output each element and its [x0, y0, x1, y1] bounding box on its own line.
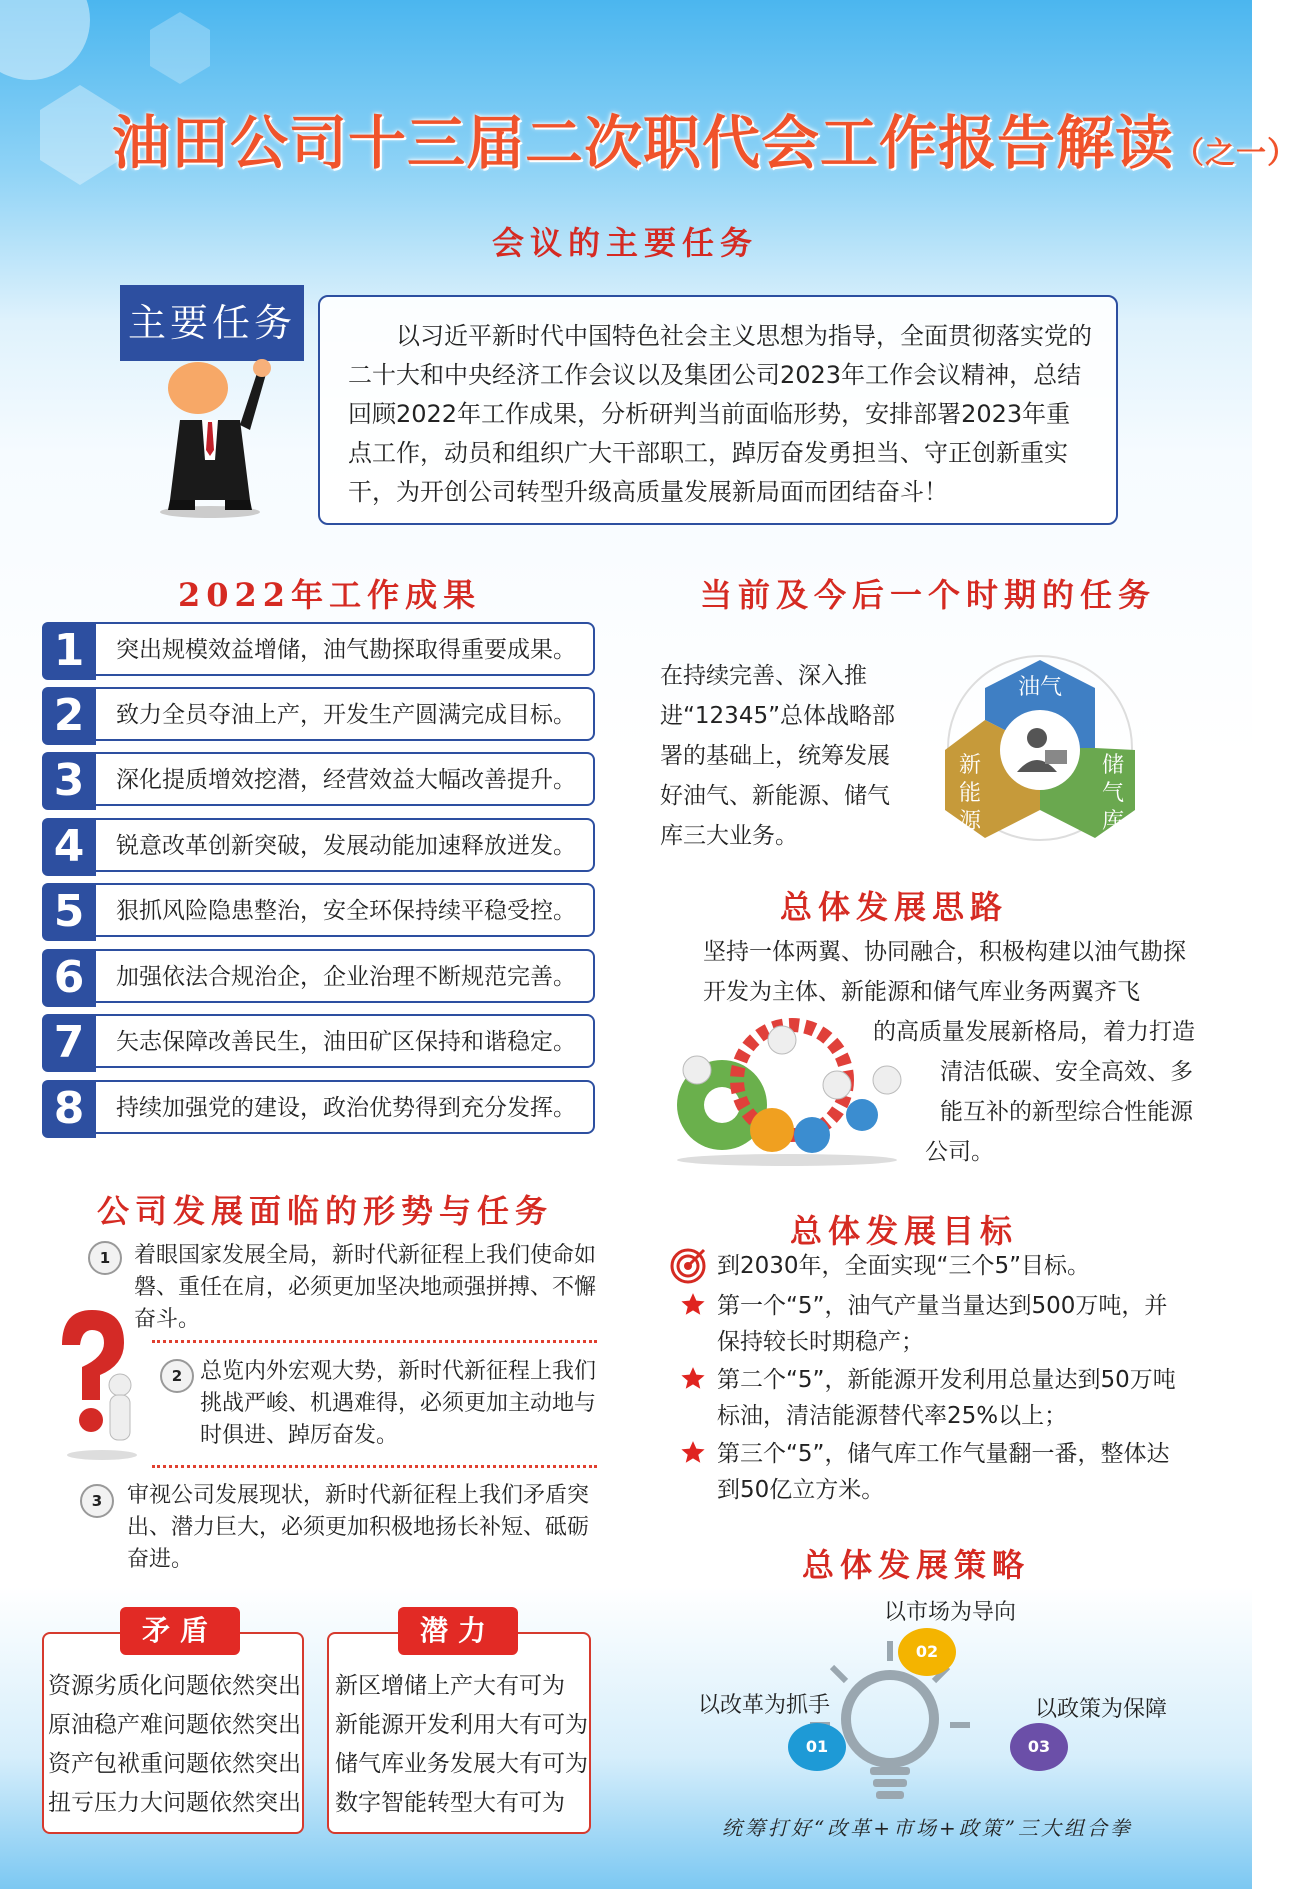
achievement-item-8 — [42, 1080, 595, 1138]
situation-item-2: 总览内外宏观大势，新时代新征程上我们挑战严峻、机遇难得，必须更加主动地与时俱进、踔厉奋发。 — [200, 1359, 597, 1448]
achievement-number: 8 — [42, 1080, 96, 1138]
potential-line-4: 数字智能转型大有可为 — [335, 1790, 565, 1816]
strategy-section-title: 总体发展策略 — [802, 1546, 1031, 1584]
achievement-item-3 — [42, 752, 595, 810]
achievement-number: 4 — [42, 818, 96, 876]
achievement-text: 持续加强党的建设，政治优势得到充分发挥。 — [96, 1080, 595, 1134]
tasks-section-title: 当前及今后一个时期的任务 — [700, 576, 1157, 614]
strategy-label-02: 以市场为导向 — [884, 1600, 1017, 1625]
strategy-label-03: 以政策为保障 — [1035, 1697, 1168, 1722]
achievement-item-2 — [42, 687, 595, 745]
contradiction-line-4: 扭亏压力大问题依然突出 — [48, 1790, 301, 1816]
goal-item-1: 到2030年，全面实现“三个5”目标。 — [717, 1253, 1090, 1279]
potential-line-1: 新区增储上产大有可为 — [335, 1673, 565, 1699]
achievement-item-5 — [42, 883, 595, 941]
contradiction-line-1: 资源劣质化问题依然突出 — [48, 1673, 301, 1699]
hex-label-new-energy-text: 新能源 — [958, 753, 981, 834]
strategy-bubble-03: 03 — [1010, 1723, 1068, 1771]
situation-number-2: 2 — [160, 1359, 194, 1393]
goal-item-3: 第二个“5”，新能源开发利用总量达到50万吨标油，清洁能源替代率25%以上； — [717, 1367, 1176, 1429]
achievement-number: 5 — [42, 883, 96, 941]
tasks-text: 在持续完善、深入推进“12345”总体战略部署的基础上，统筹发展好油气、新能源、储气库三大业务。 — [660, 663, 895, 849]
contradiction-line-2: 原油稳产难问题依然突出 — [48, 1712, 301, 1738]
achievement-text: 锐意改革创新突破，发展动能加速释放迸发。 — [96, 818, 595, 872]
thinking-line-6: 公司。 — [925, 1139, 994, 1165]
page-title: 油田公司十三届二次职代会工作报告解读（之一） — [112, 109, 1298, 177]
hex-label-oilgas: 油气 — [1017, 675, 1063, 700]
achievement-text: 狠抓风险隐患整治，安全环保持续平稳受控。 — [96, 883, 595, 937]
potential-line-2: 新能源开发利用大有可为 — [335, 1712, 588, 1738]
thinking-line-4: 清洁低碳、安全高效、多 — [940, 1059, 1193, 1085]
potential-line-3: 储气库业务发展大有可为 — [335, 1751, 588, 1777]
goal-item-4: 第三个“5”，储气库工作气量翻一番，整体达到50亿立方米。 — [717, 1441, 1170, 1503]
goal-item-2: 第一个“5”，油气产量当量达到500万吨，并保持较长时期稳产； — [717, 1293, 1168, 1355]
thinking-line-1: 坚持一体两翼、协同融合，积极构建以油气勘探 — [703, 939, 1186, 965]
strategy-slogan: 统筹打好“改革+市场+政策”三大组合拳 — [722, 1816, 1133, 1840]
achievement-item-6 — [42, 949, 595, 1007]
hex-label-storage-text: 储气库 — [1101, 753, 1124, 834]
thinking-line-5: 能互补的新型综合性能源 — [940, 1099, 1193, 1125]
strategy-bubble-01: 01 — [788, 1723, 846, 1771]
achievement-number: 1 — [42, 622, 96, 680]
achievement-number: 2 — [42, 687, 96, 745]
strategy-label-01: 以改革为抓手 — [698, 1693, 831, 1718]
achievement-item-7 — [42, 1014, 595, 1072]
contradiction-line-3: 资产包袱重问题依然突出 — [48, 1751, 301, 1777]
achievement-number: 7 — [42, 1014, 96, 1072]
strategy-bubble-02: 02 — [898, 1628, 956, 1676]
achievement-text: 矢志保障改善民生，油田矿区保持和谐稳定。 — [96, 1014, 595, 1068]
main-task-text: 以习近平新时代中国特色社会主义思想为指导，全面贯彻落实党的二十大和中央经济工作会议以及集团公司2023年工作会议精神，总结回顾2022年工作成果，分析研判当前面临形势，安排部署2023年重点工作，动员和组织广大干部职工，踔厉奋发勇担当、守正创新重实干，为开创公司转型升级高质量发展新局面而团结奋斗！ — [318, 295, 1118, 525]
contradiction-title: 矛盾 — [120, 1607, 240, 1655]
situation-number-1: 1 — [88, 1241, 122, 1275]
potential-title: 潜力 — [398, 1607, 518, 1655]
achievement-text: 加强依法合规治企，企业治理不断规范完善。 — [96, 949, 595, 1003]
potential-box — [327, 1632, 591, 1834]
businessman-icon — [140, 350, 280, 520]
achievement-number: 6 — [42, 949, 96, 1007]
star-icon — [680, 1292, 706, 1318]
contradiction-box — [42, 1632, 304, 1834]
achievement-item-4 — [42, 818, 595, 876]
goals-section-title: 总体发展目标 — [790, 1212, 1019, 1250]
achievement-item-1 — [42, 622, 595, 680]
divider — [152, 1340, 597, 1343]
divider — [152, 1465, 597, 1468]
main-task-label: 主要任务 — [120, 285, 304, 361]
situation-section-title: 公司发展面临的形势与任务 — [97, 1192, 554, 1230]
achievement-text: 突出规模效益增储，油气勘探取得重要成果。 — [96, 622, 595, 676]
situation-item-3: 审视公司发展现状，新时代新征程上我们矛盾突出、潜力巨大，必须更加积极地扬长补短、砥砺奋进。 — [127, 1483, 590, 1572]
meeting-section-title: 会议的主要任务 — [492, 224, 759, 262]
achievement-number: 3 — [42, 752, 96, 810]
situation-item-1: 着眼国家发展全局，新时代新征程上我们使命如磐、重任在肩，必须更加坚决地顽强拼搏、不懈奋斗。 — [134, 1243, 597, 1332]
question-mark-icon — [42, 1305, 142, 1465]
target-icon — [670, 1248, 706, 1284]
thinking-line-2: 开发为主体、新能源和储气库业务两翼齐飞 — [703, 979, 1140, 1005]
achievements-section-title: 2022年工作成果 — [178, 576, 482, 614]
achievement-text: 致力全员夺油上产，开发生产圆满完成目标。 — [96, 687, 595, 741]
thinking-line-3: 的高质量发展新格局，着力打造 — [873, 1019, 1195, 1045]
star-icon — [680, 1440, 706, 1466]
gears-teamwork-icon — [662, 1010, 912, 1170]
achievement-text: 深化提质增效挖潜，经营效益大幅改善提升。 — [96, 752, 595, 806]
situation-number-3: 3 — [80, 1484, 114, 1518]
star-icon — [680, 1366, 706, 1392]
thinking-section-title: 总体发展思路 — [780, 888, 1009, 926]
